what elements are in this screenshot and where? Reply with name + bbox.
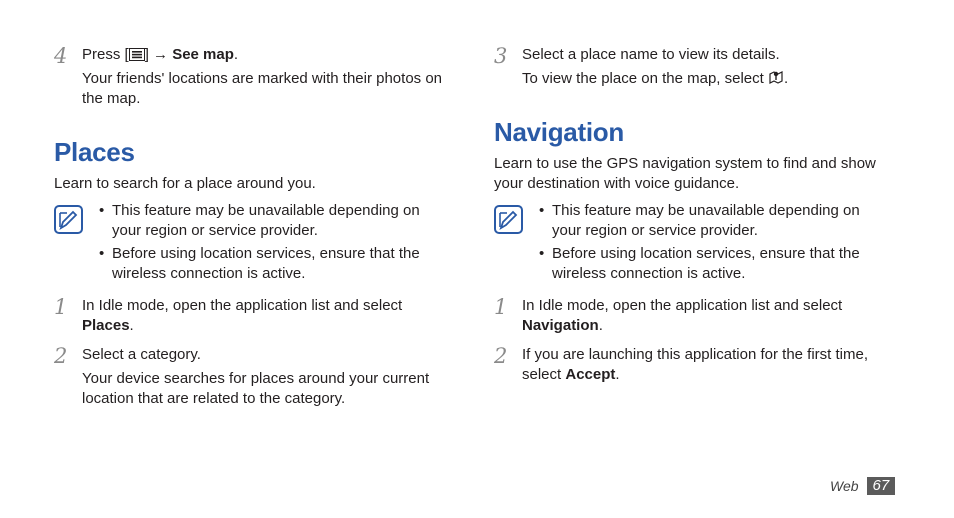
note-list (539, 201, 884, 287)
map-pin-icon (768, 69, 784, 91)
list-item: • This feature may be unavailable depending on your region or service provider. (539, 202, 860, 239)
menu-key-icon (129, 47, 145, 67)
step-text: If you are launching this application for the first time, select Accept. (522, 346, 869, 383)
section-intro: Learn to search for a place around you. (54, 175, 316, 192)
step-text: Select a place name to view its details. (522, 46, 780, 63)
note-icon (494, 205, 523, 234)
page-footer (830, 476, 895, 496)
step-text: Select a category. (82, 346, 201, 363)
page-number: 67 (867, 477, 896, 495)
section-intro: Learn to use the GPS navigation system to find and show your destination with voice guidance. (494, 155, 876, 192)
step-detail: Your friends' locations are marked with their photos on the map. (82, 70, 443, 107)
step-number: 3 (494, 44, 508, 68)
step-text: In Idle mode, open the application list and select Places. (82, 297, 403, 334)
list-item: • Before using location services, ensure that the wireless connection is active. (539, 245, 860, 282)
step-number: 4 (54, 44, 68, 68)
note-icon (54, 205, 83, 234)
list-item: • Before using location services, ensure that the wireless connection is active. (99, 245, 420, 282)
step-detail: Your device searches for places around your current location that are related to the category. (82, 370, 430, 407)
step-number: 1 (494, 295, 508, 319)
step-number: 1 (54, 295, 68, 319)
step-number: 2 (494, 344, 508, 368)
section-title-places: Places (54, 137, 135, 167)
step-text: Press [ ] → See map. (82, 45, 444, 67)
section-name: Web (830, 478, 859, 494)
step-number: 2 (54, 344, 68, 368)
step-detail: To view the place on the map, select . (522, 69, 892, 91)
note-list (99, 201, 444, 287)
section-title-navigation: Navigation (494, 117, 624, 147)
list-item: • This feature may be unavailable depending on your region or service provider. (99, 202, 420, 239)
step-text: In Idle mode, open the application list and select Navigation. (522, 297, 843, 334)
